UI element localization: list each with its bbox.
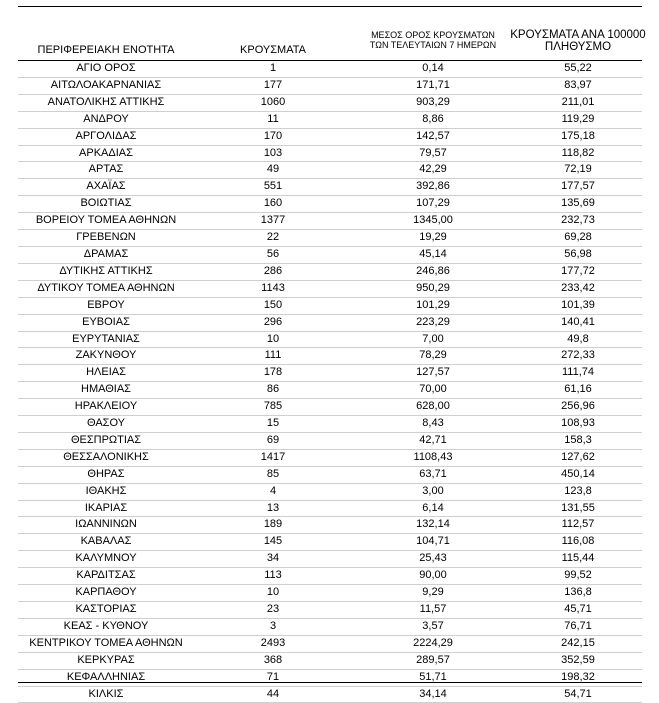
table-row <box>18 61 642 77</box>
cell-per100k: 127,62 <box>514 449 642 466</box>
cell-avg7: 132,14 <box>352 517 514 534</box>
header-cases: ΚΡΟΥΣΜΑΤΑ <box>240 44 306 56</box>
cell-cases: 4 <box>194 483 352 500</box>
cell-region: ΑΙΤΩΛΟΑΚΑΡΝΑΝΙΑΣ <box>18 77 194 94</box>
cell-avg7: 63,71 <box>352 466 514 483</box>
cell-per100k: 131,55 <box>514 500 642 517</box>
cell-avg7: 1108,43 <box>352 449 514 466</box>
cases-table <box>18 61 642 703</box>
cell-cases: 2493 <box>194 635 352 652</box>
cell-region: ΚΑΡΔΙΤΣΑΣ <box>18 568 194 585</box>
cell-per100k: 108,93 <box>514 416 642 433</box>
cell-cases: 3 <box>194 618 352 635</box>
cell-region: ΘΕΣΠΡΩΤΙΑΣ <box>18 432 194 449</box>
cell-cases: 113 <box>194 568 352 585</box>
cell-avg7: 127,57 <box>352 365 514 382</box>
cell-per100k: 69,28 <box>514 230 642 247</box>
cell-region: ΘΑΣΟΥ <box>18 416 194 433</box>
cell-cases: 23 <box>194 602 352 619</box>
cell-region: ΒΟΡΕΙΟΥ ΤΟΜΕΑ ΑΘΗΝΩΝ <box>18 213 194 230</box>
cell-region: ΚΑΛΥΜΝΟΥ <box>18 551 194 568</box>
cell-region: ΔΥΤΙΚΟΥ ΤΟΜΕΑ ΑΘΗΝΩΝ <box>18 280 194 297</box>
cell-cases: 11 <box>194 111 352 128</box>
cell-region: ΚΕΝΤΡΙΚΟΥ ΤΟΜΕΑ ΑΘΗΝΩΝ <box>18 635 194 652</box>
cell-per100k: 272,33 <box>514 348 642 365</box>
cell-cases: 44 <box>194 686 352 703</box>
table-row <box>18 652 642 669</box>
table-row <box>18 517 642 534</box>
table-row <box>18 263 642 280</box>
cell-region: ΔΡΑΜΑΣ <box>18 246 194 263</box>
cell-avg7: 950,29 <box>352 280 514 297</box>
cell-cases: 189 <box>194 517 352 534</box>
cell-per100k: 123,8 <box>514 483 642 500</box>
cell-per100k: 242,15 <box>514 635 642 652</box>
cell-region: ΑΧΑΪΑΣ <box>18 179 194 196</box>
cell-avg7: 8,43 <box>352 416 514 433</box>
cell-avg7: 25,43 <box>352 551 514 568</box>
top-rule <box>18 6 642 7</box>
cell-per100k: 112,57 <box>514 517 642 534</box>
table-row <box>18 331 642 348</box>
cell-cases: 10 <box>194 585 352 602</box>
table-row <box>18 94 642 111</box>
cell-region: ΓΡΕΒΕΝΩΝ <box>18 230 194 247</box>
cell-avg7: 171,71 <box>352 77 514 94</box>
cell-region: ΔΥΤΙΚΗΣ ΑΤΤΙΚΗΣ <box>18 263 194 280</box>
table-row <box>18 196 642 213</box>
cell-cases: 56 <box>194 246 352 263</box>
cell-per100k: 136,8 <box>514 585 642 602</box>
cell-cases: 177 <box>194 77 352 94</box>
cell-cases: 178 <box>194 365 352 382</box>
table-row <box>18 466 642 483</box>
cell-per100k: 111,74 <box>514 365 642 382</box>
table-row <box>18 280 642 297</box>
cell-per100k: 49,8 <box>514 331 642 348</box>
cell-avg7: 628,00 <box>352 399 514 416</box>
cell-cases: 150 <box>194 297 352 314</box>
cell-region: ΕΒΡΟΥ <box>18 297 194 314</box>
cell-region: ΚΕΑΣ - ΚΥΘΝΟΥ <box>18 618 194 635</box>
cell-per100k: 99,52 <box>514 568 642 585</box>
cell-cases: 111 <box>194 348 352 365</box>
cell-cases: 296 <box>194 314 352 331</box>
cell-per100k: 135,69 <box>514 196 642 213</box>
cell-avg7: 246,86 <box>352 263 514 280</box>
table-row <box>18 534 642 551</box>
cell-avg7: 7,00 <box>352 331 514 348</box>
header-per100k-line1: ΚΡΟΥΣΜΑΤΑ ΑΝΑ 100000 <box>510 29 646 41</box>
cell-avg7: 6,14 <box>352 500 514 517</box>
cell-region: ΑΓΙΟ ΟΡΟΣ <box>18 61 194 77</box>
cell-avg7: 34,14 <box>352 686 514 703</box>
cell-avg7: 289,57 <box>352 652 514 669</box>
cell-cases: 785 <box>194 399 352 416</box>
cell-region: ΗΡΑΚΛΕΙΟΥ <box>18 399 194 416</box>
cell-per100k: 72,19 <box>514 162 642 179</box>
cell-cases: 103 <box>194 145 352 162</box>
cell-avg7: 42,71 <box>352 432 514 449</box>
table-row <box>18 145 642 162</box>
header-per100k <box>497 29 659 53</box>
cell-per100k: 177,57 <box>514 179 642 196</box>
cell-per100k: 158,3 <box>514 432 642 449</box>
table-row <box>18 618 642 635</box>
cell-cases: 15 <box>194 416 352 433</box>
table-row <box>18 686 642 703</box>
cell-per100k: 177,72 <box>514 263 642 280</box>
cell-region: ΙΩΑΝΝΙΝΩΝ <box>18 517 194 534</box>
cell-region: ΙΚΑΡΙΑΣ <box>18 500 194 517</box>
cell-region: ΗΜΑΘΙΑΣ <box>18 382 194 399</box>
cell-cases: 1377 <box>194 213 352 230</box>
cell-per100k: 76,71 <box>514 618 642 635</box>
cell-region: ΚΑΣΤΟΡΙΑΣ <box>18 602 194 619</box>
table-row <box>18 365 642 382</box>
table-row <box>18 348 642 365</box>
cell-avg7: 142,57 <box>352 128 514 145</box>
cell-region: ΑΡΤΑΣ <box>18 162 194 179</box>
cell-cases: 368 <box>194 652 352 669</box>
cell-cases: 1143 <box>194 280 352 297</box>
cell-cases: 34 <box>194 551 352 568</box>
header-avg7-line1: ΜΕΣΟΣ ΟΡΟΣ ΚΡΟΥΣΜΑΤΩΝ <box>371 30 495 40</box>
cell-region: ΒΟΙΩΤΙΑΣ <box>18 196 194 213</box>
cell-cases: 145 <box>194 534 352 551</box>
cell-region: ΘΗΡΑΣ <box>18 466 194 483</box>
table-row <box>18 314 642 331</box>
table-row <box>18 432 642 449</box>
cell-region: ΕΥΒΟΙΑΣ <box>18 314 194 331</box>
cell-region: ΕΥΡΥΤΑΝΙΑΣ <box>18 331 194 348</box>
table-row <box>18 179 642 196</box>
header-avg7 <box>352 30 514 50</box>
table-row <box>18 669 642 686</box>
cell-region: ΑΡΓΟΛΙΔΑΣ <box>18 128 194 145</box>
table-row <box>18 213 642 230</box>
cell-avg7: 45,14 <box>352 246 514 263</box>
cell-avg7: 392,86 <box>352 179 514 196</box>
cell-cases: 71 <box>194 669 352 686</box>
header-per100k-line2: ΠΛΗΘΥΣΜΟ <box>544 41 612 53</box>
table-row <box>18 399 642 416</box>
cell-cases: 1060 <box>194 94 352 111</box>
bottom-rule <box>18 682 642 683</box>
cell-avg7: 42,29 <box>352 162 514 179</box>
table-row <box>18 111 642 128</box>
cell-avg7: 1345,00 <box>352 213 514 230</box>
cell-cases: 13 <box>194 500 352 517</box>
cell-cases: 10 <box>194 331 352 348</box>
cell-avg7: 9,29 <box>352 585 514 602</box>
cell-per100k: 61,16 <box>514 382 642 399</box>
cell-avg7: 101,29 <box>352 297 514 314</box>
table-row <box>18 602 642 619</box>
cell-cases: 1417 <box>194 449 352 466</box>
cell-per100k: 198,32 <box>514 669 642 686</box>
cell-per100k: 119,29 <box>514 111 642 128</box>
cell-avg7: 19,29 <box>352 230 514 247</box>
cell-per100k: 140,41 <box>514 314 642 331</box>
cell-avg7: 70,00 <box>352 382 514 399</box>
cell-per100k: 115,44 <box>514 551 642 568</box>
cell-cases: 286 <box>194 263 352 280</box>
cell-region: ΚΑΡΠΑΘΟΥ <box>18 585 194 602</box>
cell-per100k: 56,98 <box>514 246 642 263</box>
cell-region: ΑΝΑΤΟΛΙΚΗΣ ΑΤΤΙΚΗΣ <box>18 94 194 111</box>
cell-region: ΙΘΑΚΗΣ <box>18 483 194 500</box>
cell-region: ΚΑΒΑΛΑΣ <box>18 534 194 551</box>
cell-avg7: 107,29 <box>352 196 514 213</box>
table-row <box>18 483 642 500</box>
cell-avg7: 90,00 <box>352 568 514 585</box>
cell-avg7: 2224,29 <box>352 635 514 652</box>
cell-cases: 170 <box>194 128 352 145</box>
cell-per100k: 45,71 <box>514 602 642 619</box>
cell-avg7: 3,57 <box>352 618 514 635</box>
cell-region: ΘΕΣΣΑΛΟΝΙΚΗΣ <box>18 449 194 466</box>
table-row <box>18 551 642 568</box>
cell-per100k: 450,14 <box>514 466 642 483</box>
cell-cases: 86 <box>194 382 352 399</box>
cell-region: ΑΝΔΡΟΥ <box>18 111 194 128</box>
table-row <box>18 162 642 179</box>
table-row <box>18 500 642 517</box>
cell-avg7: 8,86 <box>352 111 514 128</box>
table-row <box>18 230 642 247</box>
cell-per100k: 211,01 <box>514 94 642 111</box>
cell-per100k: 352,59 <box>514 652 642 669</box>
cell-cases: 1 <box>194 61 352 77</box>
cell-cases: 22 <box>194 230 352 247</box>
table-row <box>18 246 642 263</box>
header-region: ΠΕΡΙΦΕΡΕΙΑΚΗ ΕΝΟΤΗΤΑ <box>37 44 175 56</box>
cell-per100k: 232,73 <box>514 213 642 230</box>
cell-avg7: 3,00 <box>352 483 514 500</box>
cell-per100k: 55,22 <box>514 61 642 77</box>
cases-table-body <box>18 61 642 703</box>
cell-region: ΚΕΦΑΛΛΗΝΙΑΣ <box>18 669 194 686</box>
table-row <box>18 382 642 399</box>
cell-per100k: 233,42 <box>514 280 642 297</box>
cell-cases: 85 <box>194 466 352 483</box>
cell-region: ΑΡΚΑΔΙΑΣ <box>18 145 194 162</box>
table-row <box>18 77 642 94</box>
cell-region: ΗΛΕΙΑΣ <box>18 365 194 382</box>
cell-per100k: 175,18 <box>514 128 642 145</box>
cell-avg7: 51,71 <box>352 669 514 686</box>
cell-avg7: 79,57 <box>352 145 514 162</box>
table-row <box>18 416 642 433</box>
cell-avg7: 11,57 <box>352 602 514 619</box>
cell-region: ΚΙΛΚΙΣ <box>18 686 194 703</box>
cell-per100k: 116,08 <box>514 534 642 551</box>
cell-per100k: 83,97 <box>514 77 642 94</box>
cell-avg7: 223,29 <box>352 314 514 331</box>
cell-avg7: 903,29 <box>352 94 514 111</box>
cell-per100k: 118,82 <box>514 145 642 162</box>
cell-region: ΚΕΡΚΥΡΑΣ <box>18 652 194 669</box>
cell-region: ΖΑΚΥΝΘΟΥ <box>18 348 194 365</box>
cell-avg7: 104,71 <box>352 534 514 551</box>
cell-avg7: 0,14 <box>352 61 514 77</box>
header-avg7-line2: ΤΩΝ ΤΕΛΕΥΤΑΙΩΝ 7 ΗΜΕΡΩΝ <box>369 40 497 50</box>
cell-cases: 160 <box>194 196 352 213</box>
table-row <box>18 297 642 314</box>
table-row <box>18 568 642 585</box>
cell-cases: 49 <box>194 162 352 179</box>
cell-cases: 551 <box>194 179 352 196</box>
cell-cases: 69 <box>194 432 352 449</box>
table-row <box>18 635 642 652</box>
table-row <box>18 128 642 145</box>
cell-per100k: 54,71 <box>514 686 642 703</box>
table-row <box>18 585 642 602</box>
cell-per100k: 101,39 <box>514 297 642 314</box>
cell-avg7: 78,29 <box>352 348 514 365</box>
cell-per100k: 256,96 <box>514 399 642 416</box>
table-row <box>18 449 642 466</box>
